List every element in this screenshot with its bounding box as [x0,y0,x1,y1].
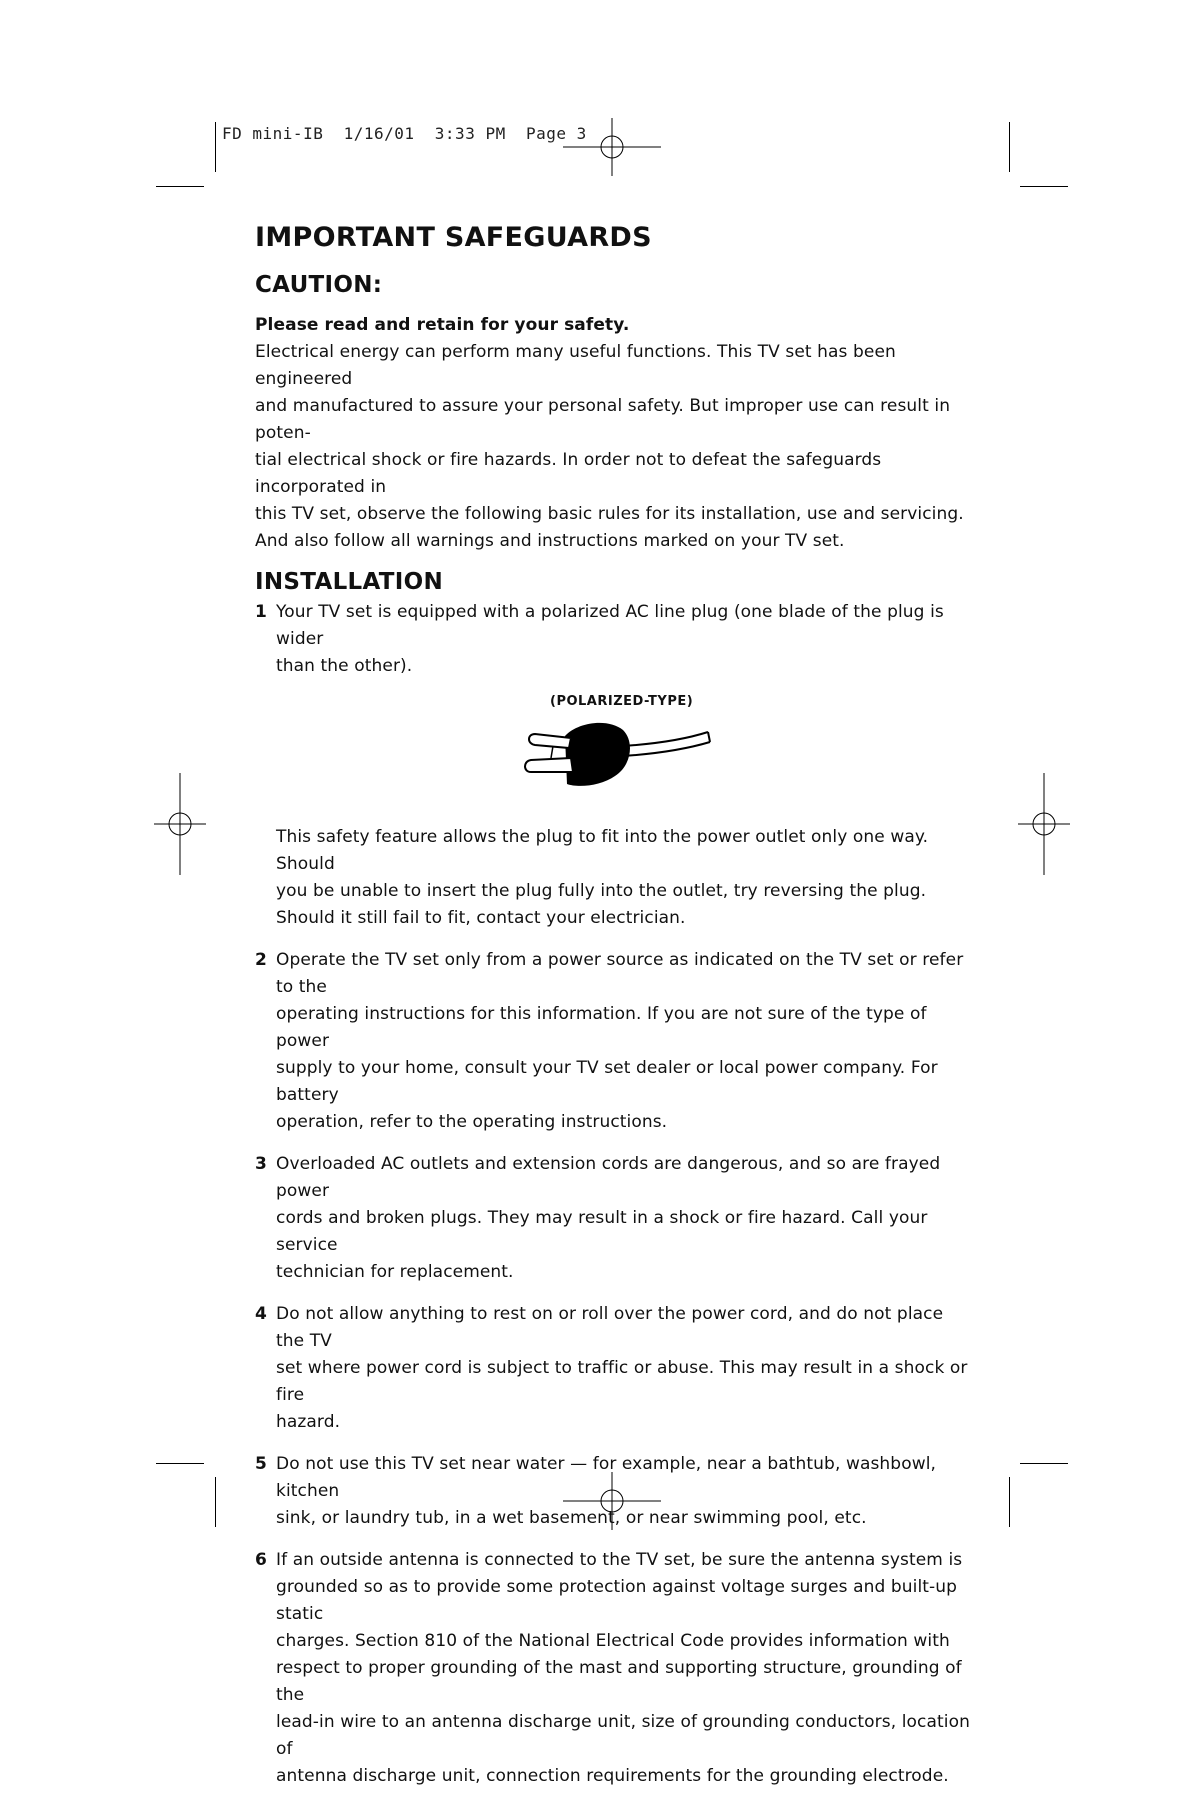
list-item [255,1547,975,1790]
item-line: antenna discharge unit, connection requirements for the grounding electrode. [276,1766,949,1786]
crop-mark [1009,1477,1010,1527]
item-line: technician for replacement. [276,1262,514,1282]
registration-mark-icon [154,773,206,875]
item-line: operation, refer to the operating instructions. [276,1112,668,1132]
item-line: set where power cord is subject to traffic or abuse. This may result in a shock or fire [276,1358,968,1405]
crop-mark [1009,122,1010,172]
intro-line: Electrical energy can perform many useful functions. This TV set has been engineered [255,342,896,389]
installation-heading: INSTALLATION [255,569,444,595]
polarized-plug-icon [523,714,713,794]
crop-mark [215,122,216,172]
item-line: Do not use this TV set near water — for example, near a bathtub, washbowl, kitchen [276,1454,937,1501]
item-number: 5 [255,1454,267,1474]
item-line: sink, or laundry tub, in a wet basement, or near swimming pool, etc. [276,1508,867,1528]
crop-mark [156,1463,204,1464]
item-number: 1 [255,602,267,622]
note-line: This safety feature allows the plug to fit into the power outlet only one way. Should [276,827,929,874]
note-line: Should it still fail to fit, contact your electrician. [276,908,686,928]
note-line: you be unable to insert the plug fully into the outlet, try reversing the plug. [276,881,927,901]
list-item [255,1301,975,1436]
caution-heading: CAUTION: [255,272,383,298]
plug-figure [255,688,975,808]
crop-mark [156,186,204,187]
item-line: Overloaded AC outlets and extension cords are dangerous, and so are frayed power [276,1154,941,1201]
registration-mark-icon [1018,773,1070,875]
intro-paragraph [255,339,975,555]
lead-text: Please read and retain for your safety. [255,315,630,335]
item-number: 6 [255,1550,267,1570]
list-item [255,1451,975,1532]
item-line: supply to your home, consult your TV set dealer or local power company. For battery [276,1058,938,1105]
item-line: lead-in wire to an antenna discharge unit, size of grounding conductors, location of [276,1712,970,1759]
intro-line: And also follow all warnings and instructions marked on your TV set. [255,531,845,551]
item-line: Your TV set is equipped with a polarized AC line plug (one blade of the plug is wider [276,602,944,649]
item-line: than the other). [276,656,413,676]
item-line: operating instructions for this information. If you are not sure of the type of power [276,1004,927,1051]
intro-line: tial electrical shock or fire hazards. In order not to defeat the safeguards incorporated in [255,450,882,497]
item-number: 4 [255,1304,267,1324]
page-title: IMPORTANT SAFEGUARDS [255,222,652,253]
intro-line: and manufactured to assure your personal safety. But improper use can result in poten- [255,396,951,443]
page-content [255,218,975,1805]
intro-line: this TV set, observe the following basic rules for its installation, use and servicing. [255,504,964,524]
list-item [255,599,975,680]
list-item [255,1151,975,1286]
list-item [255,947,975,1136]
item-line: grounded so as to provide some protection against voltage surges and built-up static [276,1577,958,1624]
safety-note [255,824,975,932]
item-number: 2 [255,950,267,970]
item-line: cords and broken plugs. They may result in a shock or fire hazard. Call your service [276,1208,928,1255]
crop-mark [1020,186,1068,187]
item-line: Do not allow anything to rest on or roll over the power cord, and do not place the TV [276,1304,944,1351]
item-line: charges. Section 810 of the National Electrical Code provides information with [276,1631,950,1651]
item-line: respect to proper grounding of the mast and supporting structure, grounding of the [276,1658,962,1705]
registration-mark-icon [563,118,661,176]
crop-mark [215,1477,216,1527]
item-line: If an outside antenna is connected to the TV set, be sure the antenna system is [276,1550,963,1570]
figure-caption: (POLARIZED-TYPE) [550,694,694,709]
crop-mark [1020,1463,1068,1464]
item-number: 3 [255,1154,267,1174]
item-line: hazard. [276,1412,341,1432]
printer-slug: FD mini-IB 1/16/01 3:33 PM Page 3 [222,124,587,143]
item-line: Operate the TV set only from a power source as indicated on the TV set or refer to the [276,950,964,997]
